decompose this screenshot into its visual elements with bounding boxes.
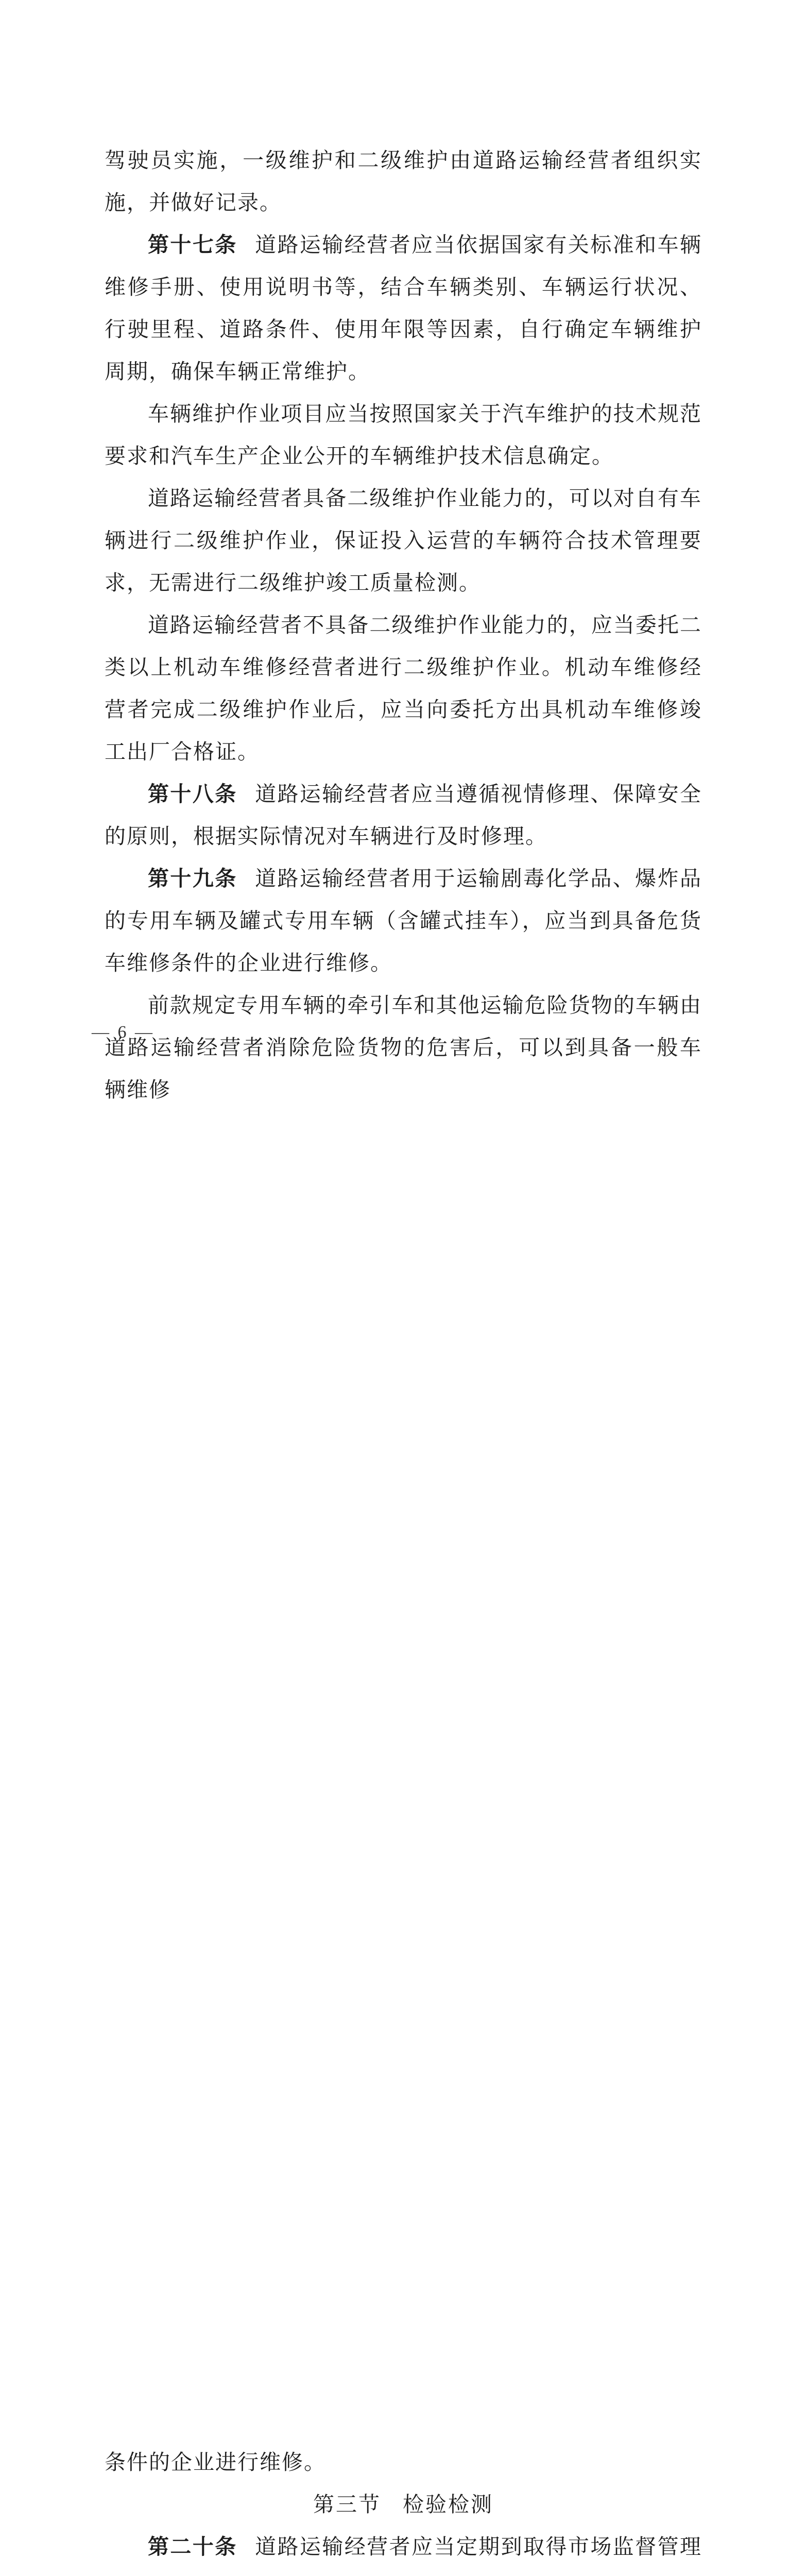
article-text: 道路运输经营者应当依据国家有关标准和车辆维修手册、使用说明书等，结合车辆类别、车辆运行状况、行驶里程、道路条件、使用年限等因素，自行确定车辆维护周期，确保车辆正常维护。 bbox=[105, 232, 702, 384]
section-number: 第三节 bbox=[313, 2492, 381, 2517]
page-6-body bbox=[105, 139, 702, 1111]
page-7 bbox=[0, 1156, 807, 2559]
page-number: — 6 — bbox=[92, 1023, 154, 1042]
article-text: 道路运输经营者应当定期到取得市场监督管理 bbox=[254, 2534, 702, 2559]
article-heading: 第十七条 bbox=[148, 232, 237, 257]
article-text: 道路运输经营者用于运输剧毒化学品、爆炸品的专用车辆及罐式专用车辆（含罐式挂车），应当到具备危货车维修条件的企业进行维修。 bbox=[105, 866, 702, 975]
article-text: 道路运输经营者应当遵循视情修理、保障安全的原则，根据实际情况对车辆进行及时修理。 bbox=[105, 782, 702, 849]
article-heading: 第十九条 bbox=[148, 866, 237, 891]
article-heading: 第十八条 bbox=[148, 782, 237, 806]
paragraph: 驾驶员实施，一级维护和二级维护由道路运输经营者组织实施，并做好记录。 bbox=[105, 148, 702, 215]
section-title: 检验检测 bbox=[403, 2492, 493, 2517]
article-heading: 第二十条 bbox=[148, 2534, 237, 2559]
article-18 bbox=[105, 773, 702, 857]
paragraph: 道路运输经营者具备二级维护作业能力的，可以对自有车辆进行二级维护作业，保证投入运营的车辆符合技术管理要求，无需进行二级维护竣工质量检测。 bbox=[105, 486, 702, 595]
paragraph: 前款规定专用车辆的牵引车和其他运输危险货物的车辆由道路运输经营者消除危险货物的危害后，可以到具备一般车辆维修 bbox=[105, 993, 702, 1102]
article-17 bbox=[105, 224, 702, 393]
paragraph: 道路运输经营者不具备二级维护作业能力的，应当委托二类以上机动车维修经营者进行二级维护作业。机动车维修经营者完成二级维护作业后，应当向委托方出具机动车维修竣工出厂合格证。 bbox=[105, 613, 702, 764]
paragraph: 条件的企业进行维修。 bbox=[105, 2450, 326, 2475]
page-6 bbox=[0, 0, 807, 1156]
section-heading bbox=[105, 2483, 702, 2526]
page-7-body bbox=[105, 2441, 702, 2576]
paragraph: 车辆维护作业项目应当按照国家关于汽车维护的技术规范要求和汽车生产企业公开的车辆维护技术信息确定。 bbox=[105, 401, 702, 468]
article-19 bbox=[105, 857, 702, 984]
article-20 bbox=[105, 2526, 702, 2576]
